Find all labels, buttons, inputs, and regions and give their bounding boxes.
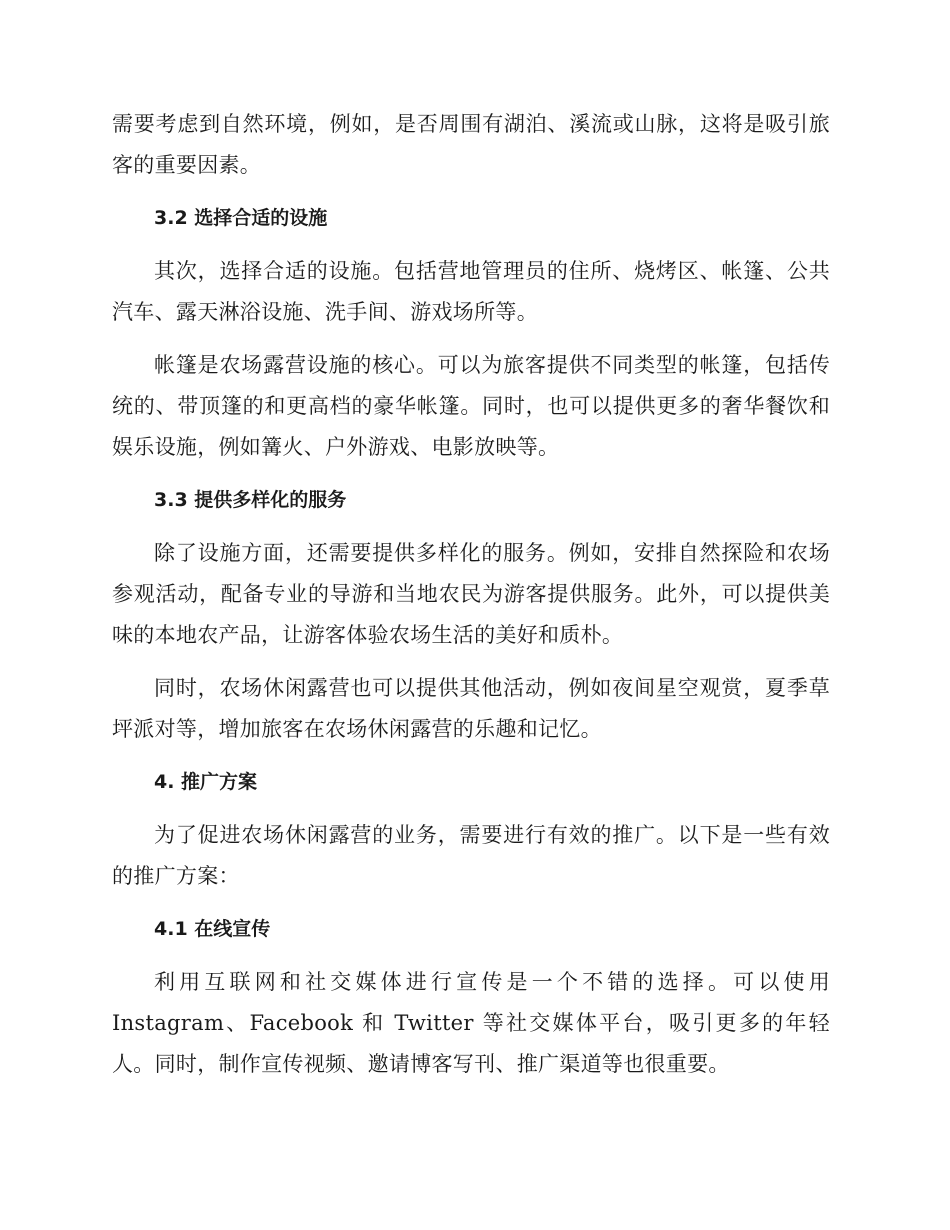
- paragraph-diverse-services: 除了设施方面，还需要提供多样化的服务。例如，安排自然探险和农场参观活动，配备专业的导游和当地农民为游客提供服务。此外，可以提供美味的本地农产品，让游客体验农场生活的美好和质朴。: [112, 541, 830, 647]
- section-heading-4-1: 4.1 在线宣传: [154, 918, 271, 940]
- paragraph-tents: 帐篷是农场露营设施的核心。可以为旅客提供不同类型的帐篷，包括传统的、带顶篷的和更高档的豪华帐篷。同时，也可以提供更多的奢华餐饮和娱乐设施，例如篝火、户外游戏、电影放映等。: [112, 353, 830, 459]
- section-heading-3-2: 3.2 选择合适的设施: [154, 207, 328, 229]
- paragraph-other-activities: 同时，农场休闲露营也可以提供其他活动，例如夜间星空观赏，夏季草坪派对等，增加旅客在农场休闲露营的乐趣和记忆。: [112, 676, 830, 741]
- paragraph-promotion-intro: 为了促进农场休闲露营的业务，需要进行有效的推广。以下是一些有效的推广方案：: [112, 823, 830, 888]
- section-heading-3-3: 3.3 提供多样化的服务: [154, 489, 347, 511]
- document-page: [112, 104, 830, 1085]
- paragraph-natural-environment: 需要考虑到自然环境，例如，是否周围有湖泊、溪流或山脉，这将是吸引旅客的重要因素。: [112, 112, 830, 177]
- paragraph-online-promotion: 利用互联网和社交媒体进行宣传是一个不错的选择。可以使用 Instagram、Facebook 和 Twitter 等社交媒体平台，吸引更多的年轻人。同时，制作宣传视频、邀请博客写刊、推广渠道等也很重要。: [112, 970, 830, 1076]
- paragraph-facilities: 其次，选择合适的设施。包括营地管理员的住所、烧烤区、帐篷、公共汽车、露天淋浴设施、洗手间、游戏场所等。: [112, 259, 830, 324]
- section-heading-4: 4. 推广方案: [154, 771, 258, 793]
